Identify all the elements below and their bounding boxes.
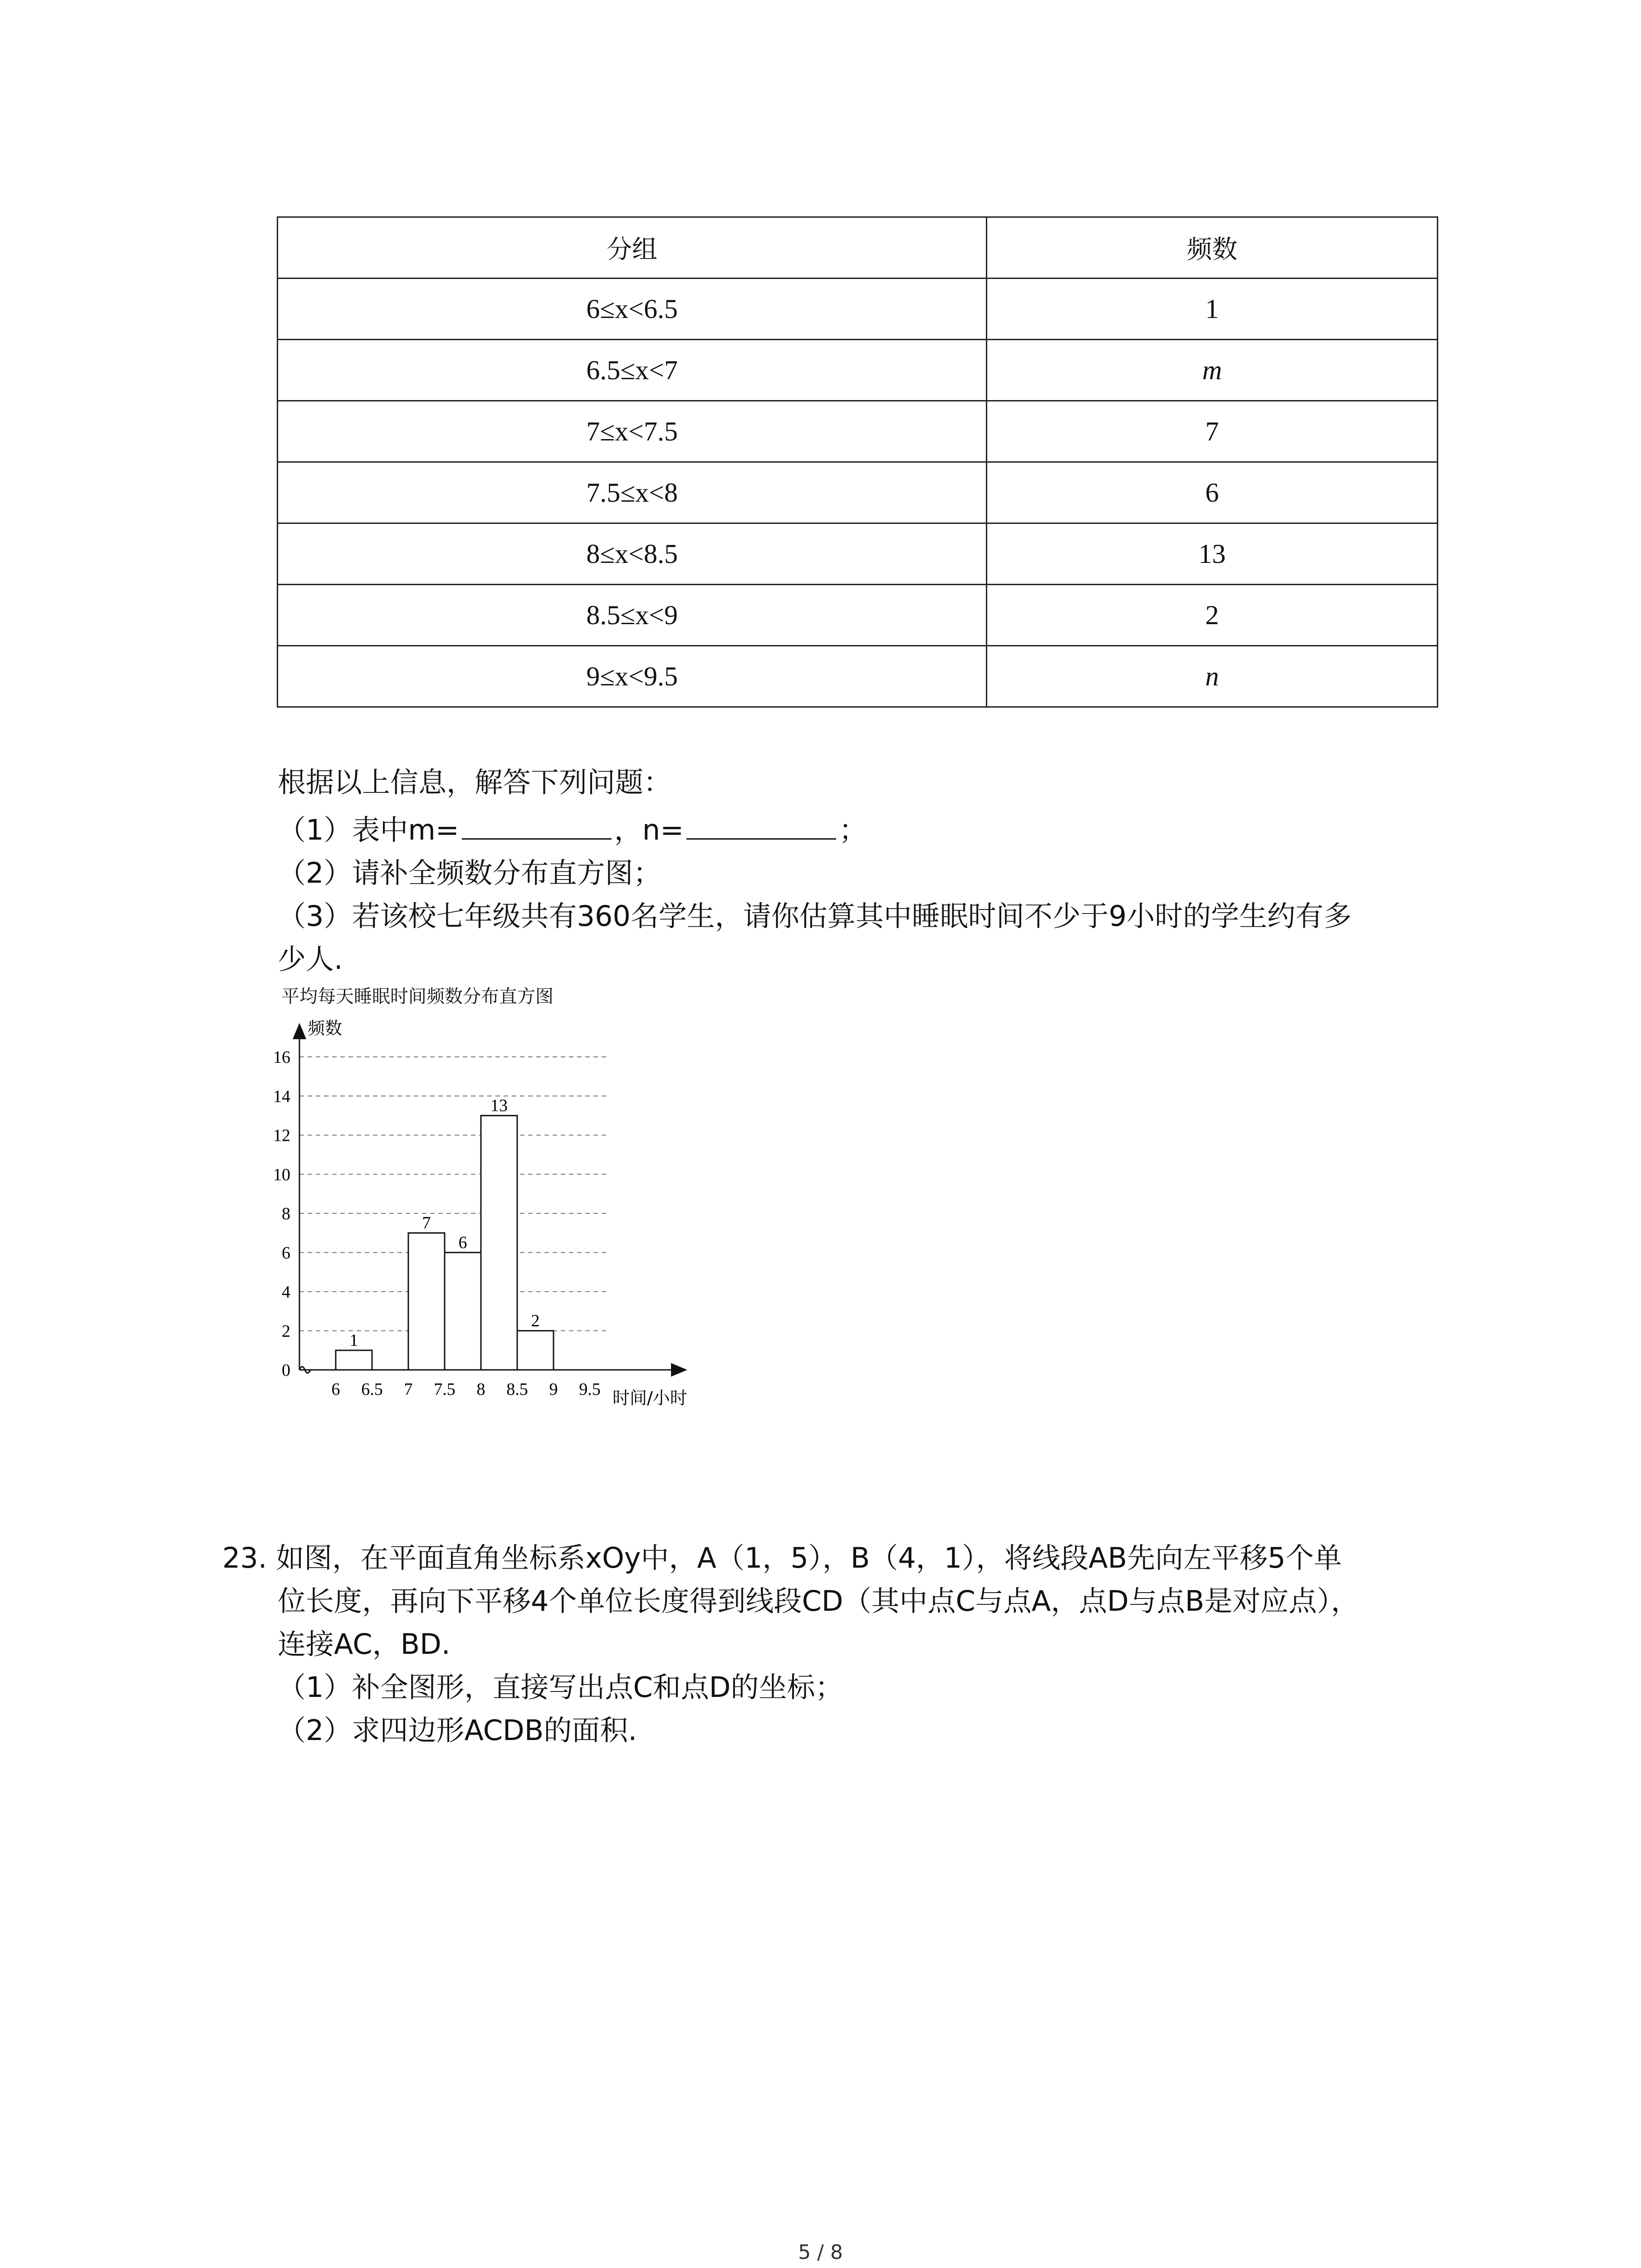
x-axis-label: 时间/小时 — [612, 1388, 687, 1408]
cell-group: 7.5≤x<8 — [278, 462, 987, 523]
cell-frequency: 13 — [987, 523, 1438, 585]
page-number: 5 / 8 — [798, 2241, 843, 2264]
cell-frequency: m — [987, 340, 1438, 401]
y-axis-label: 频数 — [308, 1018, 343, 1038]
cell-frequency: 2 — [987, 585, 1438, 646]
x-tick-label: 9 — [549, 1380, 558, 1399]
bar-value-label: 1 — [349, 1330, 358, 1350]
table-row — [278, 462, 1438, 523]
x-tick-label: 9.5 — [579, 1380, 601, 1399]
q22-part2: （2）请补全频数分布直方图； — [278, 856, 661, 890]
q22-part3-line1: （3）若该校七年级共有360名学生，请你估算其中睡眠时间不少于9小时的学生约有多 — [278, 899, 1352, 933]
chart-title: 平均每天睡眠时间频数分布直方图 — [281, 986, 554, 1007]
cell-group: 8≤x<8.5 — [278, 523, 987, 585]
cell-frequency: 7 — [987, 401, 1438, 462]
table-header-row — [278, 217, 1438, 279]
table-row — [278, 646, 1438, 707]
bar-value-label: 13 — [490, 1096, 508, 1115]
y-tick-label: 16 — [273, 1048, 290, 1067]
histogram-chart — [254, 1002, 735, 1411]
y-tick-label: 10 — [273, 1165, 290, 1184]
y-tick-label: 2 — [282, 1321, 290, 1341]
x-tick-label: 8 — [476, 1380, 485, 1399]
x-tick-label: 6 — [331, 1380, 340, 1399]
bar-value-label: 7 — [422, 1213, 431, 1233]
answer-blank-m[interactable] — [462, 811, 612, 840]
q23-line2: 位长度，再向下平移4个单位长度得到线段CD（其中点C与点A，点D与点B是对应点）， — [278, 1584, 1359, 1618]
x-tick-label: 7.5 — [434, 1380, 456, 1399]
cell-group: 6≤x<6.5 — [278, 279, 987, 340]
q22-part1-prefix: （1）表中m= — [278, 813, 459, 846]
q22-part1-mid: ，n= — [614, 813, 684, 846]
q22-part1-end: ； — [839, 813, 867, 846]
histogram-bar — [445, 1252, 481, 1370]
q23-line1: 23. 如图，在平面直角坐标系xOy中，A（1，5），B（4，1），将线段AB先向左平移5个单 — [222, 1541, 1342, 1574]
cell-group: 7≤x<7.5 — [278, 401, 987, 462]
histogram-bar — [408, 1233, 445, 1370]
q22-intro: 根据以上信息，解答下列问题： — [278, 766, 672, 799]
table-row — [278, 340, 1438, 401]
cell-frequency: 1 — [987, 279, 1438, 340]
cell-group: 8.5≤x<9 — [278, 585, 987, 646]
frequency-table — [277, 216, 1438, 708]
q23-part2: （2）求四边形ACDB的面积. — [278, 1714, 637, 1747]
header-frequency: 频数 — [987, 217, 1438, 279]
y-tick-label: 12 — [273, 1126, 290, 1145]
histogram-bar — [336, 1350, 372, 1370]
bar-value-label: 6 — [458, 1233, 467, 1252]
table-row — [278, 523, 1438, 585]
q23-part1: （1）补全图形，直接写出点C和点D的坐标； — [278, 1671, 843, 1704]
x-tick-label: 6.5 — [361, 1380, 383, 1399]
header-group: 分组 — [278, 217, 987, 279]
q23-line3: 连接AC，BD. — [278, 1628, 451, 1661]
y-tick-label: 4 — [282, 1282, 290, 1302]
y-tick-label: 6 — [282, 1243, 290, 1263]
y-tick-label: 14 — [273, 1087, 290, 1106]
y-tick-label: 0 — [282, 1361, 290, 1380]
answer-blank-n[interactable] — [686, 811, 836, 840]
cell-frequency: 6 — [987, 462, 1438, 523]
histogram-bar — [517, 1331, 554, 1370]
q22-part3-line2: 少人. — [278, 943, 343, 976]
table-row — [278, 279, 1438, 340]
table-row — [278, 585, 1438, 646]
cell-group: 6.5≤x<7 — [278, 340, 987, 401]
x-tick-label: 8.5 — [506, 1380, 528, 1399]
y-tick-label: 8 — [282, 1204, 290, 1223]
table-row — [278, 401, 1438, 462]
x-tick-label: 7 — [404, 1380, 413, 1399]
cell-frequency: n — [987, 646, 1438, 707]
q22-part1 — [278, 810, 867, 850]
cell-group: 9≤x<9.5 — [278, 646, 987, 707]
histogram-bar — [481, 1115, 517, 1370]
bar-value-label: 2 — [531, 1311, 540, 1330]
